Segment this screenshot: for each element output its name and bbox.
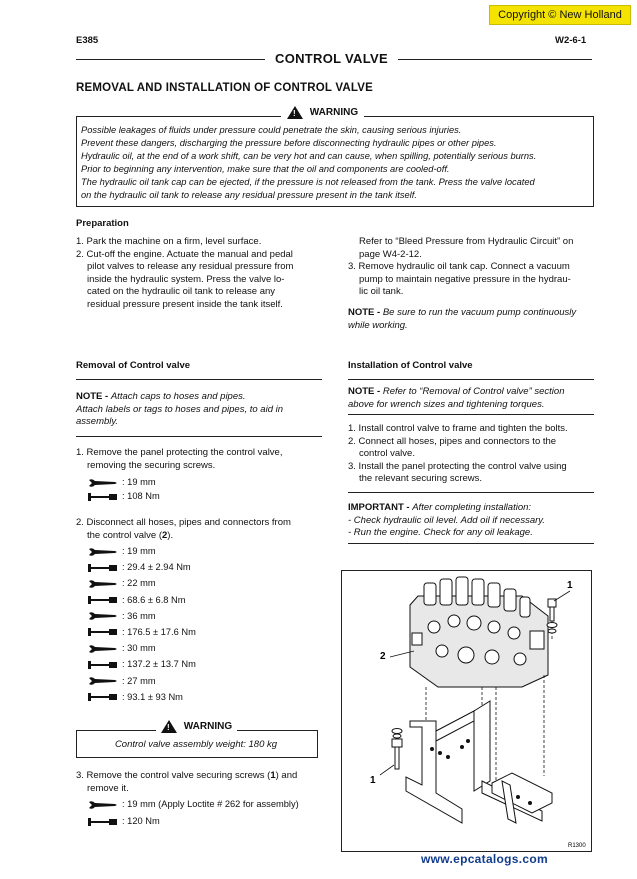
important-text: - Check hydraulic oil level. Add oil if necessary. — [348, 514, 545, 526]
step-line: 2. Disconnect all hoses, pipes and connectors from — [76, 517, 291, 528]
spec-value: : 68.6 ± 6.8 Nm — [122, 594, 186, 605]
note-text: while working. — [348, 319, 408, 331]
spec-row — [88, 657, 196, 673]
prep-line: page W4-2-12. — [359, 248, 422, 260]
preparation-left — [76, 236, 322, 311]
step-line: control valve. — [359, 448, 415, 459]
step-line: 2. Connect all hoses, pipes and connectors to the — [348, 435, 557, 447]
warning-line: Hydraulic oil, at the end of a work shift, can be very hot and can cause, when spilling, potentially serious burns. — [81, 151, 537, 161]
wrench-icon — [88, 579, 118, 589]
torque-wrench-icon — [88, 563, 118, 573]
torque-wrench-icon — [88, 660, 118, 670]
spec-row — [88, 690, 196, 706]
important-text: - Run the engine. Check for any oil leakage. — [348, 527, 533, 538]
installation-heading: Installation of Control valve — [348, 360, 473, 371]
wrench-icon — [88, 611, 118, 621]
spec-value: : 137.2 ± 13.7 Nm — [122, 659, 196, 670]
prep-line: Refer to “Bleed Pressure from Hydraulic Circuit” on — [359, 236, 574, 247]
preparation-right — [348, 236, 594, 299]
spec-value: : 22 mm — [122, 578, 156, 589]
watermark: www.epcatalogs.com — [421, 852, 548, 866]
control-valve-figure — [341, 570, 592, 852]
spec-value: : 30 mm — [122, 643, 156, 654]
removal-step-3 — [76, 770, 322, 795]
spec-row — [88, 797, 299, 814]
spec-row — [88, 560, 196, 576]
wrench-icon — [88, 644, 118, 654]
preparation-note — [348, 307, 594, 332]
warning-weight-text: Control valve assembly weight: 180 kg — [114, 739, 278, 750]
copyright-badge: Copyright © New Holland — [489, 5, 631, 25]
prep-line: lic oil tank. — [359, 286, 404, 297]
note-text: assembly. — [76, 416, 119, 427]
figure-callout-2: 2 — [380, 651, 386, 662]
spec-row — [88, 489, 160, 503]
note-label: NOTE - — [348, 307, 381, 318]
spec-value: : 108 Nm — [122, 491, 160, 501]
torque-wrench-icon — [88, 692, 118, 702]
spec-value: : 36 mm — [122, 610, 156, 621]
note-label: NOTE - — [76, 391, 109, 402]
installation-steps-rule — [348, 492, 594, 493]
callout-ref: 1 — [270, 770, 276, 781]
installation-note — [348, 386, 594, 411]
spec-row — [88, 609, 196, 625]
prep-line: 2. Cut-off the engine. Actuate the manual and pedal — [76, 248, 293, 260]
warning-header-weight — [156, 720, 237, 733]
figure-callout-1-bottom: 1 — [370, 775, 376, 786]
removal-heading: Removal of Control valve — [76, 360, 191, 371]
wrench-icon — [88, 547, 118, 557]
important-note — [348, 502, 594, 540]
warning-label: WARNING — [183, 721, 233, 733]
warning-line: on the hydraulic oil tank to release any residual pressure present in the tank itself. — [81, 190, 417, 200]
prep-line: pilot valves to release any residual pressure from — [87, 261, 294, 272]
removal-note-rule — [76, 436, 322, 437]
spec-value: : 176.5 ± 17.6 Nm — [122, 626, 196, 637]
step-line: 1. Install control valve to frame and tighten the bolts. — [348, 423, 568, 434]
note-text: Be sure to run the vacuum pump continuously — [382, 307, 577, 318]
step3-specs — [88, 797, 299, 828]
step-line: 3. Remove the control valve securing screws ( — [76, 770, 271, 781]
step1-specs — [88, 475, 160, 503]
section-title: REMOVAL AND INSTALLATION OF CONTROL VALVE — [76, 82, 373, 94]
prep-line: 3. Remove hydraulic oil tank cap. Connect a vacuum — [348, 261, 570, 272]
spec-value: : 19 mm (Apply Loctite # 262 for assembly) — [122, 799, 299, 809]
note-text: Refer to “Removal of Control valve” section — [382, 386, 565, 397]
warning-header-top — [281, 106, 364, 119]
spec-row — [88, 544, 196, 560]
prep-line: inside the hydraulic system. Press the valve lo- — [87, 273, 285, 285]
warning-line: The hydraulic oil tank cap can be ejected, if the pressure is not released from the tank. Press the valve located — [81, 177, 535, 187]
installation-note-rule — [348, 414, 594, 415]
warning-triangle-icon — [161, 720, 177, 733]
spec-row — [88, 814, 299, 828]
doc-title: CONTROL VALVE — [265, 51, 398, 66]
spec-row — [88, 475, 160, 489]
removal-note — [76, 391, 322, 429]
warning-label: WARNING — [309, 107, 359, 119]
prep-line: residual pressure present inside the tank itself. — [87, 298, 283, 310]
spec-row — [88, 674, 196, 690]
wrench-icon — [88, 676, 118, 686]
spec-row — [88, 625, 196, 641]
important-rule — [348, 543, 594, 544]
note-text: Attach caps to hoses and pipes. — [110, 391, 246, 402]
callout-ref: 2 — [161, 529, 168, 541]
spec-value: : 93.1 ± 93 Nm — [122, 691, 183, 702]
prep-line: 1. Park the machine on a firm, level surface. — [76, 236, 262, 247]
step-line: 3. Install the panel protecting the control valve using — [348, 460, 567, 472]
page-number: W2-6-1 — [555, 35, 587, 46]
spec-value: : 29.4 ± 2.94 Nm — [122, 562, 191, 573]
figure-callout-1-top: 1 — [567, 580, 573, 591]
step-line: the control valve ( — [87, 529, 162, 541]
step-line: the relevant securing screws. — [359, 473, 483, 484]
installation-steps — [348, 423, 594, 486]
wrench-icon — [88, 478, 118, 488]
spec-value: : 19 mm — [122, 546, 156, 556]
step2-specs — [88, 544, 196, 706]
installation-rule — [348, 379, 594, 380]
spec-value: : 19 mm — [122, 477, 156, 487]
preparation-heading: Preparation — [76, 218, 129, 229]
torque-wrench-icon — [88, 627, 118, 637]
torque-wrench-icon — [88, 817, 118, 827]
warning-triangle-icon — [287, 106, 303, 119]
spec-value: : 27 mm — [122, 675, 156, 686]
note-text: above for wrench sizes and tightening torques. — [348, 398, 545, 410]
removal-rule — [76, 379, 322, 380]
warning-text-top — [81, 124, 591, 202]
spec-row — [88, 641, 196, 657]
warning-line: Prevent these dangers, discharging the pressure before disconnecting hydraulic pipes or other pipes. — [81, 138, 497, 148]
removal-step-2 — [76, 517, 322, 542]
spec-row — [88, 576, 196, 592]
note-label: NOTE - — [348, 386, 381, 397]
control-valve-illustration — [342, 571, 591, 851]
prep-line: pump to maintain negative pressure in the hydrau- — [359, 273, 571, 285]
torque-wrench-icon — [88, 492, 118, 502]
prep-line: cated on the hydraulic oil tank to release any — [87, 286, 276, 297]
step-line: ) and — [275, 770, 298, 781]
important-text: After completing installation: — [412, 502, 532, 513]
warning-line: Prior to beginning any intervention, make sure that the oil and components are cooled-off. — [81, 164, 450, 174]
step-line: 1. Remove the panel protecting the control valve, — [76, 447, 283, 458]
figure-code: R1300 — [568, 843, 586, 849]
torque-wrench-icon — [88, 595, 118, 605]
removal-step-1 — [76, 447, 322, 472]
note-text: Attach labels or tags to hoses and pipes, to aid in — [76, 403, 284, 415]
important-label: IMPORTANT - — [348, 502, 410, 513]
step-line: ). — [167, 529, 174, 541]
spec-value: : 120 Nm — [122, 816, 160, 826]
step-line: remove it. — [87, 782, 129, 794]
wrench-icon — [88, 800, 118, 810]
spec-row — [88, 593, 196, 609]
model-code: E385 — [76, 35, 99, 46]
warning-line: Possible leakages of fluids under pressure could penetrate the skin, causing serious injuries. — [81, 125, 462, 135]
step-line: removing the securing screws. — [87, 459, 216, 471]
